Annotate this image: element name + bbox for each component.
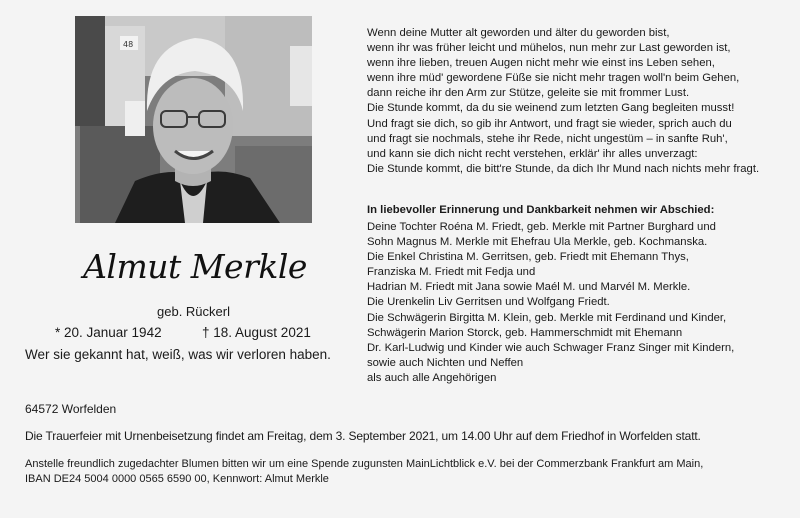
poem-line: und fragt sie nochmals, stehe ihr Rede, nicht ungestüm – in sanfte Ruh', xyxy=(367,132,728,145)
donation-request xyxy=(25,457,703,487)
donation-line: Anstelle freundlich zugedachter Blumen bitten wir um eine Spende zugunsten MainLichtblick e.V. bei der Commerzbank Frankfurt am Main, xyxy=(25,458,704,470)
family-line: Die Schwägerin Birgitta M. Klein, geb. Merkle mit Ferdinand und Kinder, xyxy=(367,311,727,324)
family-line: sowie auch Nichten und Neffen xyxy=(367,356,524,369)
poem-line: Die Stunde kommt, die bitt're Stunde, da dich Ihr Mund nach nichts mehr fragt. xyxy=(367,162,760,175)
poem-line: wenn ihre müd' gewordene Füße sie nicht mehr tragen woll'n beim Gehen, xyxy=(367,72,740,85)
poem-line: Wenn deine Mutter alt geworden und älter du geworden bist, xyxy=(367,27,670,39)
death-date: † 18. August 2021 xyxy=(202,325,311,340)
bank-details: IBAN DE24 5004 0000 0565 6590 00, Kennwort: Almut Merkle xyxy=(25,473,329,485)
funeral-announcement: Die Trauerfeier mit Urnenbeisetzung findet am Freitag, dem 3. September 2021, um 14.00 Uhr auf dem Friedhof in Worfelden statt. xyxy=(25,429,701,443)
family-line: Die Urenkelin Liv Gerritsen und Wolfgang Friedt. xyxy=(367,296,610,309)
poem-line: dann reiche ihr den Arm zur Stütze, geleite sie mit frommer Lust. xyxy=(367,87,690,100)
family-line: Deine Tochter Roéna M. Friedt, geb. Merkle mit Partner Burghard und xyxy=(367,221,716,233)
portrait-photo xyxy=(75,16,312,223)
birth-date: * 20. Januar 1942 xyxy=(55,325,162,340)
family-line: Schwägerin Marion Storck, geb. Hammerschmidt mit Ehemann xyxy=(367,326,683,339)
family-line: Hadrian M. Friedt mit Jana sowie Maél M. und Marvél M. Merkle. xyxy=(367,281,691,294)
family-line: Dr. Karl-Ludwig und Kinder wie auch Schwager Franz Singer mit Kindern, xyxy=(367,341,735,354)
poem-line: wenn ihre lieben, treuen Augen nicht mehr wie einst ins Leben sehen, xyxy=(367,57,715,70)
family-line: als auch alle Angehörigen xyxy=(367,371,497,384)
memorial-motto: Wer sie gekannt hat, weiß, was wir verloren haben. xyxy=(25,347,331,362)
family-list xyxy=(367,220,734,386)
deceased-name: Almut Merkle xyxy=(83,247,307,286)
poem-line: und kann sie dich nicht recht verstehen, erklär' ihr alles unverzagt: xyxy=(367,147,698,160)
family-line: Sohn Magnus M. Merkle mit Ehefrau Ula Merkle, geb. Kochmanska. xyxy=(367,236,708,249)
poem xyxy=(367,26,759,177)
poem-line: wenn ihr was früher leicht und mühelos, nun mehr zur Last geworden ist, xyxy=(367,42,731,55)
portrait-image xyxy=(75,16,312,223)
poem-line: Und fragt sie dich, so gib ihr Antwort, und fragt sie wieder, sprich auch du xyxy=(367,117,732,130)
svg-text:48: 48 xyxy=(123,40,134,49)
maiden-name: geb. Rückerl xyxy=(157,304,230,319)
family-heading: In liebevoller Erinnerung und Dankbarkeit nehmen wir Abschied: xyxy=(367,204,715,216)
location: 64572 Worfelden xyxy=(25,402,117,416)
poem-line: Die Stunde kommt, da du sie weinend zum letzten Gang begleiten musst! xyxy=(367,102,735,115)
family-line: Franziska M. Friedt mit Fedja und xyxy=(367,266,536,279)
family-line: Die Enkel Christina M. Gerritsen, geb. Friedt mit Ehemann Thys, xyxy=(367,251,689,264)
